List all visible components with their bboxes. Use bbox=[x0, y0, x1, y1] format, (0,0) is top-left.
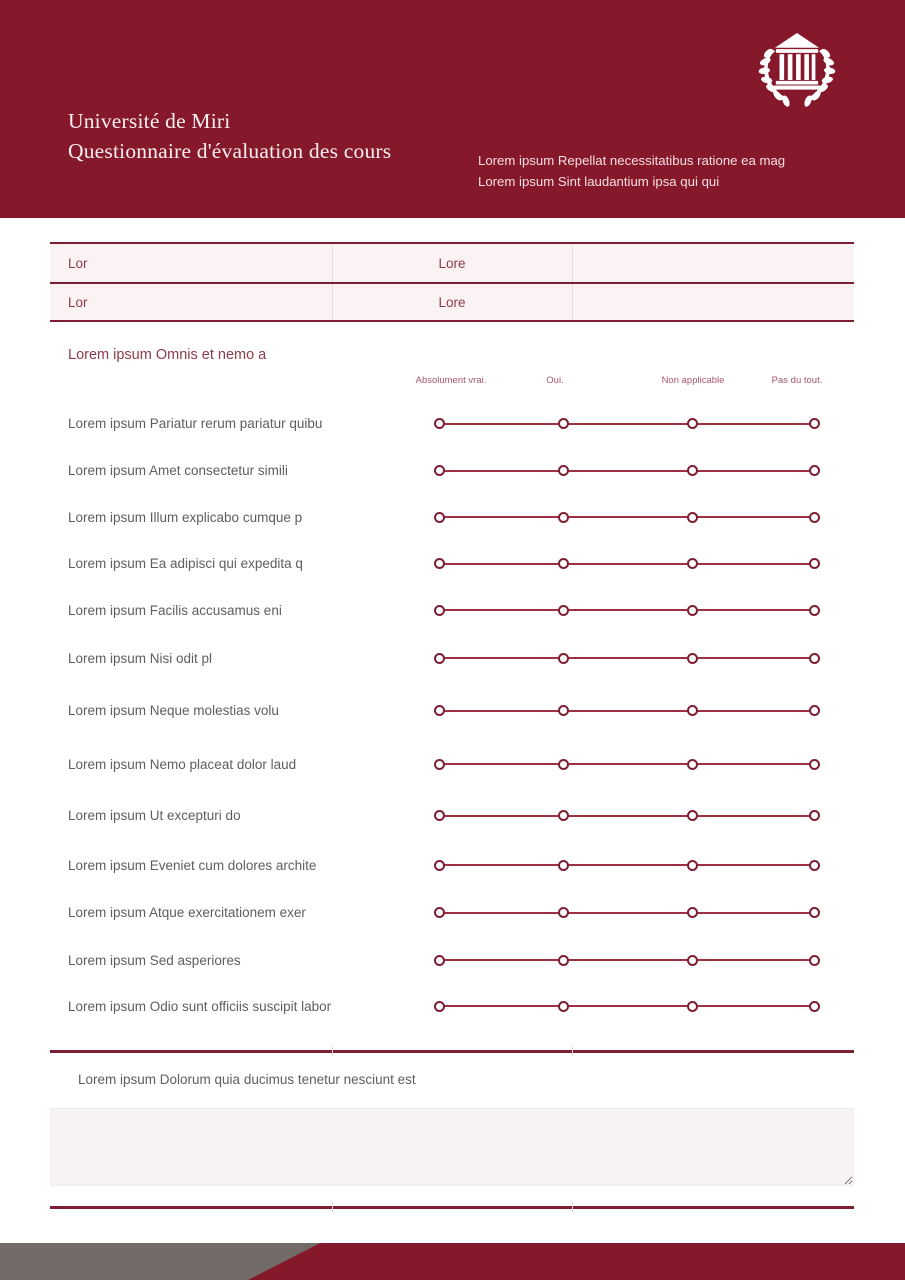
rating-scale[interactable] bbox=[439, 905, 905, 921]
page-header bbox=[0, 0, 905, 218]
question-label: Lorem ipsum Ut excepturi do bbox=[68, 808, 241, 823]
header-meta bbox=[478, 151, 785, 192]
rating-option-1[interactable] bbox=[434, 558, 445, 569]
rating-option-3[interactable] bbox=[687, 759, 698, 770]
rating-scale[interactable] bbox=[439, 463, 905, 479]
question-label: Lorem ipsum Nisi odit pl bbox=[68, 650, 213, 666]
rating-option-3[interactable] bbox=[687, 558, 698, 569]
rating-option-2[interactable] bbox=[558, 605, 569, 616]
rating-option-2[interactable] bbox=[558, 907, 569, 918]
rating-option-4[interactable] bbox=[809, 705, 820, 716]
column-divider bbox=[332, 284, 333, 320]
question-row bbox=[0, 889, 905, 936]
scale-label: Pas du tout. bbox=[771, 375, 823, 386]
rating-option-3[interactable] bbox=[687, 418, 698, 429]
rating-option-3[interactable] bbox=[687, 705, 698, 716]
rating-option-4[interactable] bbox=[809, 860, 820, 871]
question-label: Lorem ipsum Ea adipisci qui expedita q bbox=[68, 556, 303, 571]
rating-option-1[interactable] bbox=[434, 465, 445, 476]
rating-option-3[interactable] bbox=[687, 465, 698, 476]
rating-option-3[interactable] bbox=[687, 907, 698, 918]
page-title bbox=[68, 106, 391, 166]
rating-option-2[interactable] bbox=[558, 810, 569, 821]
rating-scale[interactable] bbox=[439, 703, 905, 719]
rating-option-2[interactable] bbox=[558, 512, 569, 523]
rating-option-3[interactable] bbox=[687, 605, 698, 616]
footer-red-band bbox=[248, 1243, 905, 1280]
rating-scale[interactable] bbox=[439, 650, 905, 666]
rating-scale[interactable] bbox=[439, 808, 905, 824]
question-row bbox=[0, 841, 905, 889]
scale-label: Oui. bbox=[546, 375, 564, 386]
rating-option-1[interactable] bbox=[434, 653, 445, 664]
rating-scale[interactable] bbox=[439, 602, 905, 618]
rating-track bbox=[439, 516, 814, 518]
scale-label: Absolument vrai. bbox=[415, 375, 487, 386]
rating-track bbox=[439, 1005, 814, 1007]
rating-option-4[interactable] bbox=[809, 1001, 820, 1012]
comment-rule-bottom bbox=[50, 1206, 854, 1209]
rating-option-1[interactable] bbox=[434, 759, 445, 770]
rating-scale[interactable] bbox=[439, 416, 905, 432]
rating-option-4[interactable] bbox=[809, 558, 820, 569]
rating-option-3[interactable] bbox=[687, 955, 698, 966]
question-label: Lorem ipsum Neque molestias volu bbox=[68, 703, 279, 718]
page-footer bbox=[0, 1243, 905, 1280]
info-cell-col1: Lor bbox=[68, 255, 88, 271]
question-row bbox=[0, 447, 905, 494]
question-label: Lorem ipsum Illum explicabo cumque p bbox=[68, 509, 303, 525]
question-label: Lorem ipsum Eveniet cum dolores archite bbox=[68, 857, 317, 873]
question-row bbox=[0, 790, 905, 841]
column-divider bbox=[572, 284, 573, 320]
rating-option-2[interactable] bbox=[558, 955, 569, 966]
rating-option-1[interactable] bbox=[434, 955, 445, 966]
rating-option-4[interactable] bbox=[809, 605, 820, 616]
rating-option-2[interactable] bbox=[558, 558, 569, 569]
rating-option-4[interactable] bbox=[809, 759, 820, 770]
rating-track bbox=[439, 959, 814, 961]
rating-option-2[interactable] bbox=[558, 653, 569, 664]
rating-track bbox=[439, 423, 814, 425]
comment-input[interactable] bbox=[50, 1108, 854, 1186]
rating-track bbox=[439, 912, 814, 914]
rating-track bbox=[439, 815, 814, 817]
question-row bbox=[0, 400, 905, 447]
organization-name: Université de Miri bbox=[68, 109, 231, 133]
rating-track bbox=[439, 657, 814, 659]
rating-option-2[interactable] bbox=[558, 418, 569, 429]
rating-option-1[interactable] bbox=[434, 810, 445, 821]
rating-scale[interactable] bbox=[439, 556, 905, 572]
question-row bbox=[0, 633, 905, 683]
question-list bbox=[0, 400, 905, 1028]
rating-option-1[interactable] bbox=[434, 1001, 445, 1012]
column-divider bbox=[332, 244, 333, 282]
question-row bbox=[0, 984, 905, 1028]
rating-option-1[interactable] bbox=[434, 512, 445, 523]
rating-track bbox=[439, 763, 814, 765]
rating-option-1[interactable] bbox=[434, 605, 445, 616]
rating-option-4[interactable] bbox=[809, 810, 820, 821]
comment-rule-top bbox=[50, 1050, 854, 1053]
info-cell-col2: Lore bbox=[438, 255, 466, 271]
rating-option-4[interactable] bbox=[809, 418, 820, 429]
rating-track bbox=[439, 470, 814, 472]
rating-scale[interactable] bbox=[439, 756, 905, 772]
rating-option-1[interactable] bbox=[434, 418, 445, 429]
column-divider bbox=[572, 244, 573, 282]
rating-scale[interactable] bbox=[439, 998, 905, 1014]
question-label: Lorem ipsum Pariatur rerum pariatur quibu bbox=[68, 416, 323, 431]
question-row bbox=[0, 587, 905, 633]
scale-label: Non applicable bbox=[661, 375, 725, 386]
rating-option-4[interactable] bbox=[809, 955, 820, 966]
rating-scale[interactable] bbox=[439, 857, 905, 873]
info-cell-col1: Lor bbox=[68, 294, 88, 310]
header-meta-line-2: Lorem ipsum Sint laudantium ipsa qui qui bbox=[478, 173, 720, 189]
rating-option-2[interactable] bbox=[558, 759, 569, 770]
question-label: Lorem ipsum Nemo placeat dolor laud bbox=[68, 756, 297, 772]
rating-option-3[interactable] bbox=[687, 653, 698, 664]
rating-option-4[interactable] bbox=[809, 512, 820, 523]
rating-track bbox=[439, 563, 814, 565]
question-label: Lorem ipsum Odio sunt officiis suscipit labor bbox=[68, 998, 332, 1014]
rating-option-1[interactable] bbox=[434, 705, 445, 716]
rating-scale[interactable] bbox=[439, 509, 905, 525]
question-row bbox=[0, 540, 905, 587]
rating-option-1[interactable] bbox=[434, 907, 445, 918]
rating-option-1[interactable] bbox=[434, 860, 445, 871]
university-crest-icon bbox=[751, 22, 843, 114]
question-row bbox=[0, 936, 905, 984]
question-label: Lorem ipsum Facilis accusamus eni bbox=[68, 602, 282, 618]
question-label: Lorem ipsum Atque exercitationem exer bbox=[68, 905, 306, 920]
rating-option-2[interactable] bbox=[558, 465, 569, 476]
question-label: Lorem ipsum Amet consectetur simili bbox=[68, 463, 288, 478]
header-meta-line-1: Lorem ipsum Repellat necessitatibus ratione ea mag bbox=[478, 153, 786, 168]
rating-scale[interactable] bbox=[439, 952, 905, 968]
rating-track bbox=[439, 864, 814, 866]
question-row bbox=[0, 683, 905, 738]
rating-option-3[interactable] bbox=[687, 1001, 698, 1012]
rating-option-4[interactable] bbox=[809, 653, 820, 664]
question-row bbox=[0, 738, 905, 790]
rating-option-4[interactable] bbox=[809, 465, 820, 476]
document-title: Questionnaire d'évaluation des cours bbox=[68, 139, 392, 163]
info-table bbox=[50, 242, 854, 322]
question-label: Lorem ipsum Sed asperiores bbox=[68, 952, 241, 968]
rating-option-3[interactable] bbox=[687, 810, 698, 821]
comment-label: Lorem ipsum Dolorum quia ducimus tenetur nesciunt est bbox=[78, 1072, 416, 1087]
rating-option-3[interactable] bbox=[687, 512, 698, 523]
rating-option-2[interactable] bbox=[558, 705, 569, 716]
rating-option-3[interactable] bbox=[687, 860, 698, 871]
rating-track bbox=[439, 609, 814, 611]
rating-option-2[interactable] bbox=[558, 1001, 569, 1012]
info-cell-col2: Lore bbox=[438, 294, 466, 310]
info-table-row bbox=[50, 242, 854, 282]
section-title: Lorem ipsum Omnis et nemo a bbox=[68, 347, 267, 363]
rating-track bbox=[439, 710, 814, 712]
scale-header bbox=[0, 375, 905, 391]
question-row bbox=[0, 494, 905, 540]
info-table-row bbox=[50, 282, 854, 322]
rating-option-4[interactable] bbox=[809, 907, 820, 918]
rating-option-2[interactable] bbox=[558, 860, 569, 871]
